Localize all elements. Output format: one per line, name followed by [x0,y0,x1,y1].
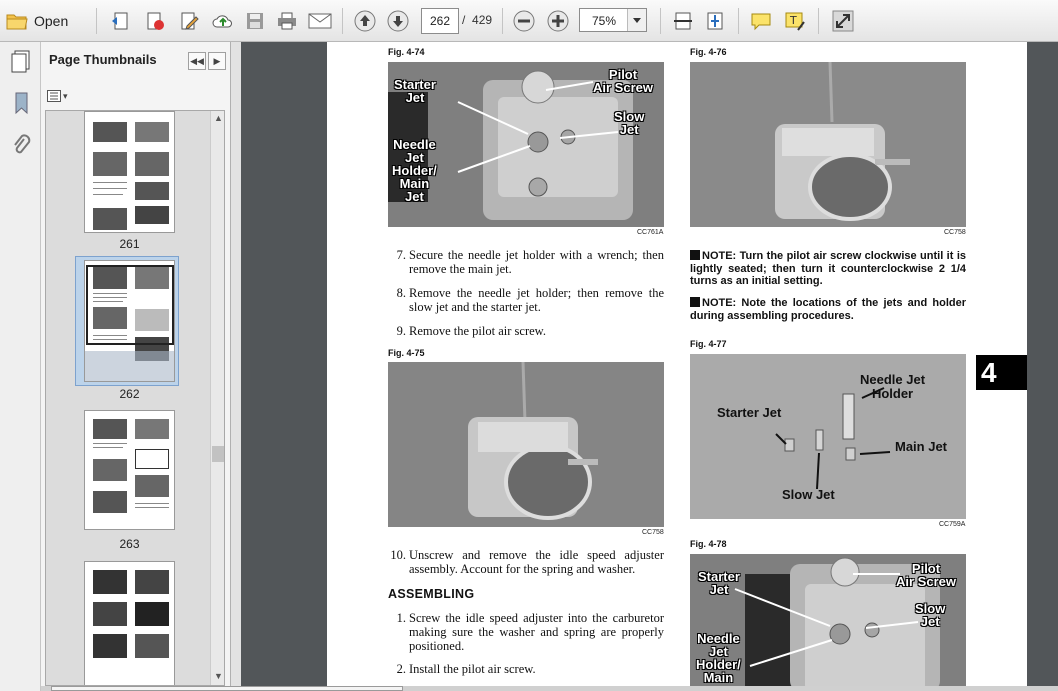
zoom-select[interactable] [579,8,647,32]
step-text: Remove the needle jet holder; then remove the slow jet and the starter jet. [409,286,664,314]
photo-credit: CC758 [944,229,966,236]
email-button[interactable] [306,8,334,34]
open-button-label: Open [34,13,69,29]
step-number: 9. [396,324,406,338]
edit-pdf-button[interactable] [176,8,202,34]
callout-pilot-air-screw: Pilot Air Screw [593,67,653,95]
step-number: 7. [396,248,406,262]
pdf-export-icon [144,10,166,32]
step-text: Remove the pilot air screw. [409,324,546,338]
floppy-disk-icon [245,11,265,31]
scroll-up-icon[interactable]: ▲ [214,113,223,123]
envelope-icon [308,12,332,30]
export-pdf-button[interactable] [142,8,168,34]
toolbar-separator [502,8,503,34]
highlight-icon [784,10,806,32]
minus-circle-icon [513,10,535,32]
chevron-down-icon[interactable] [627,9,646,31]
chapter-tab: 4 [976,355,1027,390]
callout-starter-jet: Starter Jet [698,569,740,597]
main-toolbar [0,0,1058,42]
callout-main-jet: Main Jet [895,439,948,454]
toolbar-separator [96,8,97,34]
printer-icon [276,11,298,31]
edit-document-icon [178,10,200,32]
carburetor-photo-jets [388,62,664,227]
zoom-in-button[interactable] [545,8,571,34]
fit-width-button[interactable] [670,8,696,34]
folder-icon [6,11,28,31]
jets-photo [690,354,966,519]
figure-label: Fig. 4-74 [388,47,425,57]
step-text: Screw the idle speed adjuster into the carburetor making sure the washer and spring are properly positioned. [409,611,664,653]
fit-page-width-icon [673,10,693,32]
photo-credit: CC758 [642,529,664,536]
section-heading: ASSEMBLING [388,587,475,601]
thumbnail-options-button[interactable] [47,88,71,104]
callout-needle-jet: Needle Jet Holder/ Main [696,631,741,685]
thumbnail-page-selected[interactable] [84,260,175,382]
carburetor-photo-jets [690,554,966,691]
callout-needle-jet: Needle Jet Holder/ Main Jet [392,137,437,204]
chevron-right-icon: ▶ [213,55,221,66]
upload-button[interactable] [210,8,236,34]
thumbnail-page[interactable] [84,410,175,530]
callout-slow-jet: Slow Jet [614,109,645,137]
carburetor-illustration [690,62,966,227]
thumbnail-page[interactable] [84,111,175,233]
photo-credit: CC759A [939,521,966,528]
attachment-icon[interactable] [8,132,34,158]
step-number: 8. [396,286,406,300]
bookmark-icon[interactable] [8,90,34,116]
panel-title: Page Thumbnails [49,52,157,67]
open-button[interactable] [6,8,78,34]
thumbnail-list[interactable] [45,110,225,686]
figure-label: Fig. 4-77 [690,339,727,349]
fit-page-button[interactable] [702,8,728,34]
thumbnail-label: 262 [119,387,140,401]
thumbnail-scrollbar[interactable] [210,111,225,685]
speech-bubble-icon [750,11,772,31]
carburetor-photo [388,362,664,527]
thumbnails-panel [41,42,231,691]
fullscreen-button[interactable] [830,8,856,34]
note-block [690,250,966,288]
options-list-icon [47,90,61,102]
callout-slow-jet: Slow Jet [915,601,946,629]
chevron-down-icon: ▾ [63,90,68,101]
page-count [462,13,492,27]
callout-starter-jet: Starter Jet [717,405,782,420]
scrollbar-thumb[interactable] [212,446,225,462]
carburetor-photo [690,62,966,227]
scrollbar-thumb[interactable] [51,686,403,691]
double-chevron-left-icon: ◀◀ [190,55,204,66]
pdf-page [327,42,1027,691]
panel-splitter[interactable] [231,42,241,691]
navigation-rail [0,42,41,691]
callout-pilot-air-screw: Pilot Air Screw [896,561,956,589]
collapse-panel-button[interactable] [188,52,206,70]
cloud-upload-icon [212,10,234,32]
thumbnail-label: 263 [119,537,140,551]
figure-label: Fig. 4-76 [690,47,727,57]
page-thumbnails-icon[interactable] [8,48,34,74]
toolbar-separator [342,8,343,34]
scroll-down-icon[interactable]: ▼ [214,671,223,681]
step-text: Secure the needle jet holder with a wrench; then remove the main jet. [409,248,664,276]
note-block [690,297,966,322]
page-separator: / [462,13,466,27]
total-pages: 429 [472,13,493,27]
note-bullet-icon [690,250,700,260]
print-button[interactable] [274,8,300,34]
next-page-button[interactable] [385,8,411,34]
note-bullet-icon [690,297,700,307]
toolbar-separator [818,8,819,34]
callout-needle-jet-holder: Needle Jet Holder [860,372,926,401]
document-view[interactable] [241,42,1058,691]
create-pdf-button[interactable] [108,8,134,34]
page-number-input[interactable]: 262 [421,8,459,34]
step-text: Install the pilot air screw. [409,662,536,676]
step-number: 1. [396,611,406,625]
step-number: 10. [390,548,406,562]
svg-text:T: T [790,14,797,27]
horizontal-scrollbar[interactable] [41,686,1058,691]
comment-button[interactable] [748,8,774,34]
panel-menu-button[interactable] [208,52,226,70]
arrow-up-circle-icon [354,10,376,32]
step-number: 2. [396,662,406,676]
toolbar-separator [660,8,661,34]
callout-starter-jet: Starter Jet [394,77,436,105]
figure-label: Fig. 4-75 [388,348,425,358]
zoom-value: 75% [592,14,617,28]
toolbar-separator [738,8,739,34]
photo-credit: CC761A [637,229,664,236]
zoom-out-button[interactable] [511,8,537,34]
plus-circle-icon [547,10,569,32]
note-text: NOTE: Turn the pilot air screw clockwise until it is lightly seated; then turn it counterclockwise 2 1/4 turns as an initial setting. [690,250,966,287]
thumbnail-label: 261 [119,237,140,251]
highlight-text-button[interactable] [782,8,808,34]
carburetor-illustration [388,362,664,527]
figure-label: Fig. 4-78 [690,539,727,549]
arrow-down-circle-icon [387,10,409,32]
note-text: NOTE: Note the locations of the jets and holder during assembling procedures. [690,297,966,322]
callout-slow-jet: Slow Jet [782,487,835,502]
thumbnail-page[interactable] [84,561,175,686]
step-text: Unscrew and remove the idle speed adjuster assembly. Account for the spring and washer. [409,548,664,576]
expand-icon [832,10,854,32]
save-button[interactable] [242,8,268,34]
create-document-icon [110,10,132,32]
previous-page-button[interactable] [352,8,378,34]
fit-page-icon [705,10,725,32]
